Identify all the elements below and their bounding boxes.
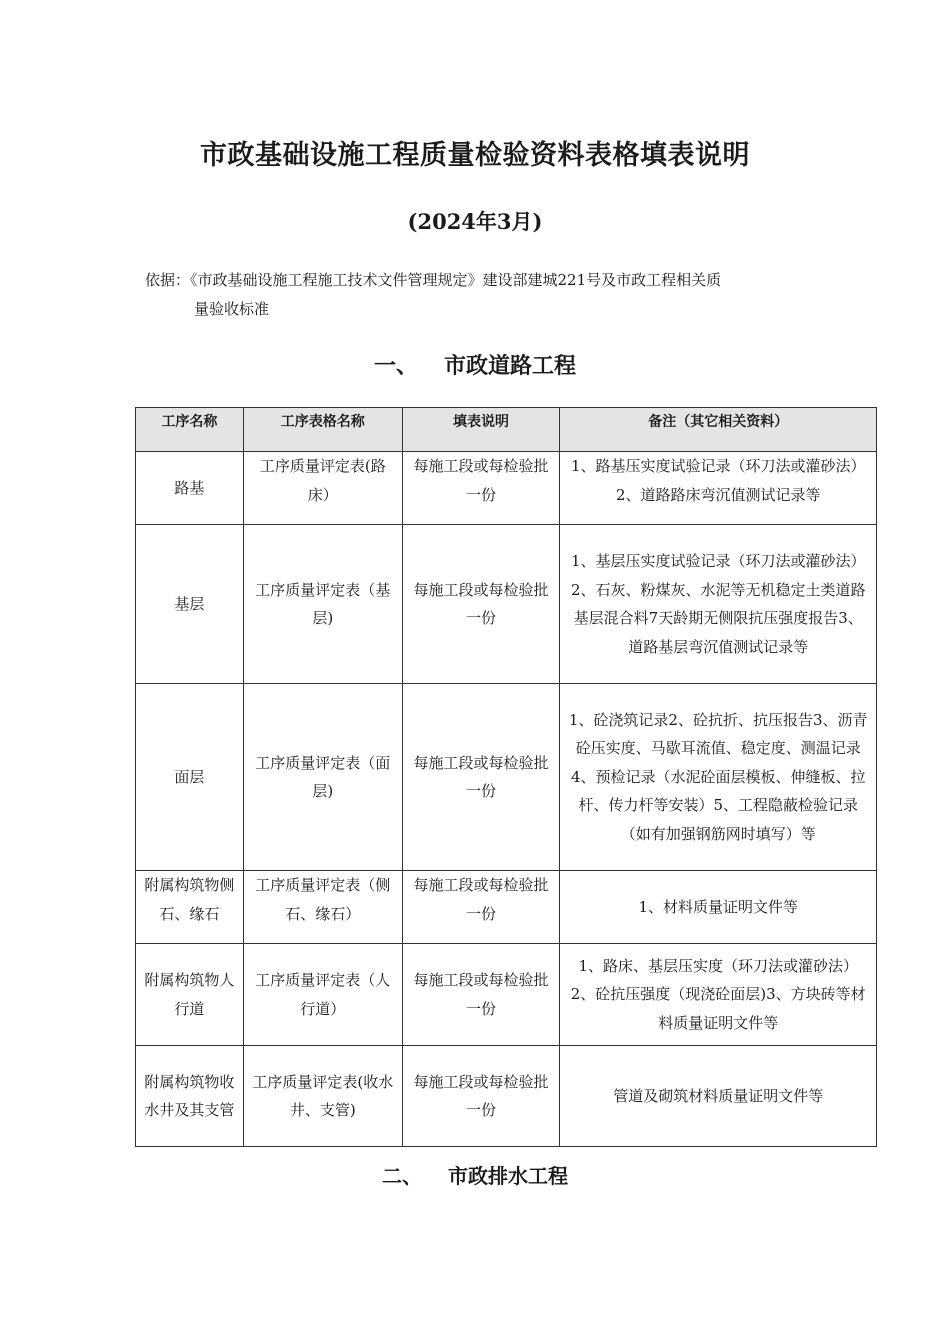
table-header-row [136,408,877,452]
process-name-cell: 附属构筑物侧石、缘石 [136,871,244,944]
column-header: 填表说明 [402,408,560,452]
column-header: 工序表格名称 [243,408,402,452]
table-row [136,1046,877,1147]
document-date: (2024年3月) [407,209,543,234]
instruction-cell: 每施工段或每检验批一份 [402,452,560,525]
remark-cell: 管道及砌筑材料质量证明文件等 [560,1046,877,1147]
instruction-cell: 每施工段或每检验批一份 [402,525,560,684]
section-heading-drainage [0,1160,950,1189]
table-row [136,871,877,944]
instruction-cell: 每施工段或每检验批一份 [402,871,560,944]
process-name-cell: 路基 [136,452,244,525]
column-header: 工序名称 [136,408,244,452]
section-number: 二、 [382,1164,422,1188]
basis-line-1: 依据：《市政基础设施工程施工技术文件管理规定》建设部建城221号及市政工程相关质 [145,271,722,289]
table-row [136,525,877,684]
basis-line-2: 量验收标准 [194,300,270,318]
process-name-cell: 附属构筑物人行道 [136,944,244,1046]
process-name-cell: 基层 [136,525,244,684]
table-row [136,452,877,525]
instruction-cell: 每施工段或每检验批一份 [402,944,560,1046]
form-name-cell: 工序质量评定表（基层) [243,525,402,684]
remark-cell: 1、路基压实度试验记录（环刀法或灌砂法）2、道路路床弯沉值测试记录等 [560,452,877,525]
form-name-cell: 工序质量评定表（面层) [243,684,402,871]
form-name-cell: 工序质量评定表(收水井、支管) [243,1046,402,1147]
table-row [136,944,877,1046]
form-name-cell: 工序质量评定表(路床） [243,452,402,525]
table-row [136,684,877,871]
section-heading-road [0,349,950,380]
remark-cell: 1、砼浇筑记录2、砼抗折、抗压报告3、沥青砼压实度、马歇耳流值、稳定度、测温记录4、预检记录（水泥砼面层模板、伸缝板、拉杆、传力杆等安装）5、工程隐蔽检验记录（如有加强钢筋网时填写）等 [560,684,877,871]
process-name-cell: 附属构筑物收水井及其支管 [136,1046,244,1147]
section-number: 一、 [373,353,418,379]
process-name-cell: 面层 [136,684,244,871]
basis-paragraph [145,266,825,324]
document-title: 市政基础设施工程质量检验资料表格填表说明 [200,140,750,171]
form-name-cell: 工序质量评定表（侧石、缘石） [243,871,402,944]
remark-cell: 1、基层压实度试验记录（环刀法或灌砂法）2、石灰、粉煤灰、水泥等无机稳定土类道路基层混合料7天龄期无侧限抗压强度报告3、道路基层弯沉值测试记录等 [560,525,877,684]
road-engineering-table [135,407,877,1147]
section-title: 市政道路工程 [444,353,577,379]
section-title: 市政排水工程 [448,1164,568,1188]
instruction-cell: 每施工段或每检验批一份 [402,1046,560,1147]
remark-cell: 1、路床、基层压实度（环刀法或灌砂法）2、砼抗压强度（现浇砼面层)3、方块砖等材料质量证明文件等 [560,944,877,1046]
column-header: 备注（其它相关资料） [560,408,877,452]
instruction-cell: 每施工段或每检验批一份 [402,684,560,871]
form-name-cell: 工序质量评定表（人行道） [243,944,402,1046]
remark-cell: 1、材料质量证明文件等 [560,871,877,944]
